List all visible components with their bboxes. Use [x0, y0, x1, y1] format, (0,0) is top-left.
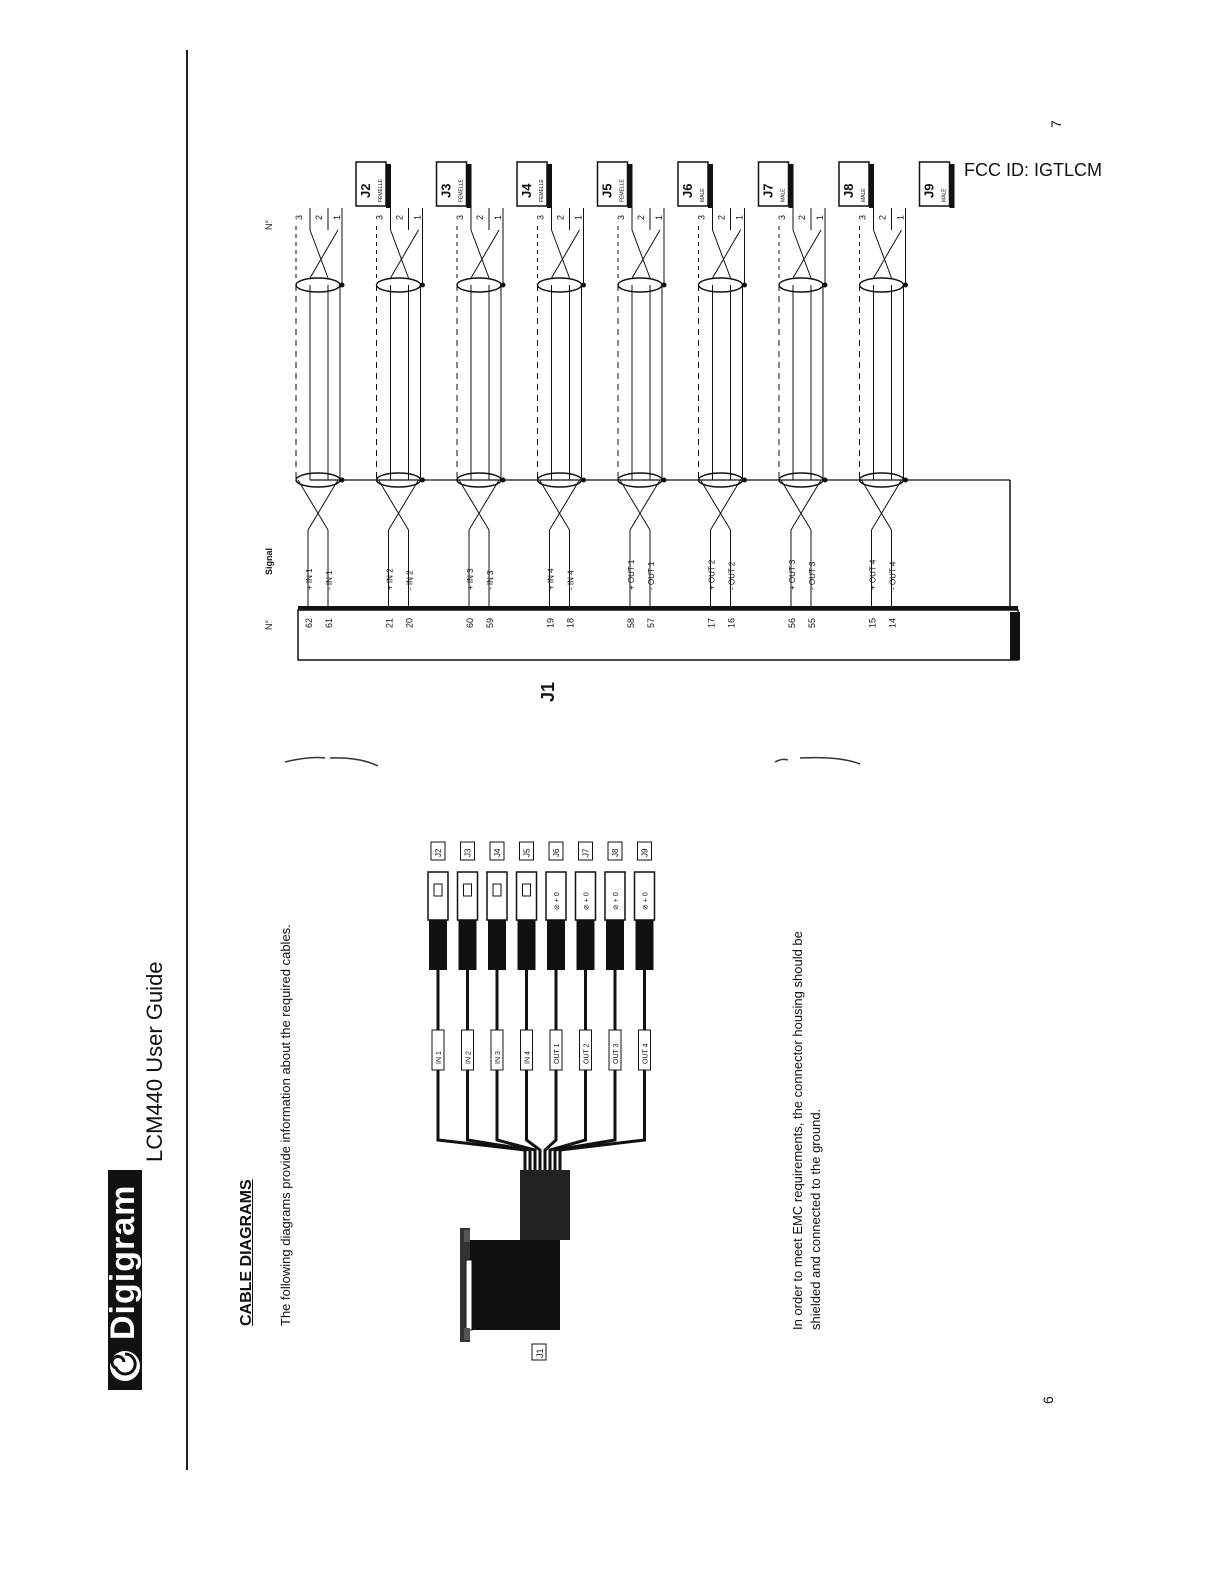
xlr-connector-label: J3 — [438, 183, 454, 198]
xlr-pin-number: 2 — [555, 214, 566, 220]
pin-number: 62 — [304, 617, 314, 628]
xlr-pin-number: 3 — [616, 214, 626, 220]
xlr-socket — [464, 884, 472, 896]
page-number-right: 7 — [1048, 120, 1064, 128]
xlr-boot — [547, 920, 565, 970]
signal-label: + IN 4 — [546, 568, 556, 590]
d-sub-screw — [464, 1328, 470, 1340]
shield-end — [618, 278, 662, 292]
d-sub-screw — [464, 1230, 470, 1242]
xlr-box-shadow — [708, 164, 713, 208]
sleeve-label: OUT 3 — [613, 1043, 620, 1064]
connector-tag-label: J2 — [434, 848, 443, 857]
signal-label: + IN 3 — [466, 568, 475, 590]
xlr-pin-number: 2 — [314, 214, 324, 220]
connector-tag-label: J3 — [463, 848, 473, 857]
column-header-signal: Signal — [264, 547, 274, 575]
pin-number: 17 — [706, 617, 717, 628]
connector-tag-label: J4 — [493, 848, 502, 857]
xlr-box-shadow — [386, 164, 391, 208]
ground-joint — [903, 478, 908, 483]
cable-bundle — [520, 1170, 570, 1240]
xlr-pin-symbol: ⊘ + 0 — [554, 892, 561, 910]
xlr-pin-number: 1 — [573, 214, 584, 220]
xlr-gender-label: MALE — [700, 188, 706, 202]
twist-upper — [713, 230, 741, 278]
signal-label: - OUT 1 — [647, 561, 656, 590]
xlr-gender-label: FEMELLE — [458, 179, 465, 202]
ground-joint — [742, 478, 747, 483]
ground-joint — [420, 478, 425, 483]
shield-end — [860, 278, 904, 292]
cable-harness-drawing — [420, 840, 680, 1380]
emc-note-line-1: In order to meet EMC requirements, the connector housing should be — [790, 931, 805, 1330]
xlr-pin-number: 3 — [535, 214, 546, 220]
connector-tag-label: J6 — [552, 848, 561, 857]
connector-tag-label: J9 — [640, 848, 650, 857]
pin-number: 21 — [384, 617, 395, 628]
xlr-pin-number: 1 — [815, 214, 825, 220]
signal-label: - OUT 2 — [727, 561, 737, 590]
xlr-connector-label: J4 — [519, 183, 534, 198]
xlr-pin-number: 1 — [493, 214, 503, 220]
pin-number: 16 — [726, 617, 737, 628]
signal-label: + IN 1 — [305, 568, 314, 590]
xlr-pin-symbol: ⊘ + 0 — [583, 892, 591, 910]
pin-number: 18 — [565, 617, 576, 628]
signal-label: - OUT 3 — [808, 561, 817, 590]
sleeve-label: OUT 1 — [554, 1043, 561, 1064]
xlr-boot — [459, 920, 477, 970]
xlr-box-shadow — [467, 164, 472, 208]
j1-label: J1 — [538, 681, 558, 702]
signal-label: - IN 3 — [486, 570, 495, 590]
twist-upper — [552, 230, 580, 278]
pin-number: 60 — [465, 617, 475, 628]
xlr-pin-number: 3 — [374, 214, 385, 220]
twist-upper — [310, 230, 338, 278]
pin-number: 20 — [404, 617, 415, 628]
xlr-gender-label: FEMELLE — [619, 179, 626, 202]
xlr-connector-label: J7 — [760, 183, 776, 198]
xlr-socket — [493, 884, 501, 896]
xlr-pin-number: 1 — [412, 214, 423, 220]
xlr-pin-number: 2 — [475, 214, 485, 220]
shield-end — [779, 278, 823, 292]
section-title: CABLE DIAGRAMS — [238, 1179, 255, 1326]
cable-leg — [560, 970, 645, 1170]
twist-upper — [391, 230, 419, 278]
xlr-gender-label: MALE — [780, 188, 787, 202]
xlr-pin-number: 2 — [797, 214, 807, 220]
sleeve-label: IN 1 — [436, 1051, 443, 1064]
fcc-id: FCC ID: IGTLCM — [964, 160, 1102, 180]
ground-joint — [501, 478, 506, 483]
xlr-boot — [577, 920, 595, 970]
xlr-socket — [434, 884, 442, 896]
column-header-pin: N° — [264, 619, 274, 630]
xlr-pin-number: 1 — [332, 214, 342, 220]
sleeve-label: OUT 2 — [583, 1043, 591, 1064]
xlr-connector-label: J6 — [680, 183, 695, 198]
signal-label: + OUT 4 — [868, 559, 878, 590]
xlr-gender-label: MALE — [941, 188, 948, 202]
xlr-boot — [636, 920, 654, 970]
sleeve-label: OUT 4 — [642, 1043, 650, 1064]
xlr-boot — [429, 920, 447, 970]
signal-label: - IN 1 — [325, 570, 334, 590]
scan-marks-2 — [770, 752, 890, 782]
document-title: LCM440 User Guide — [142, 961, 167, 1162]
shield-end — [457, 278, 501, 292]
xlr-boot — [518, 920, 536, 970]
column-header-xlr-pin: N° — [264, 219, 274, 230]
pin-number: 56 — [787, 617, 797, 628]
j1-block-shadow — [1010, 612, 1020, 660]
pin-number: 15 — [867, 617, 878, 628]
ground-joint — [662, 478, 667, 483]
signal-label: - IN 2 — [405, 570, 415, 590]
twist-upper — [793, 230, 821, 278]
xlr-pin-number: 2 — [394, 214, 405, 220]
d-sub-body — [470, 1240, 560, 1330]
xlr-pin-number: 1 — [654, 214, 664, 220]
sleeve-label: IN 3 — [495, 1051, 502, 1064]
j1-connector-block — [298, 610, 1018, 660]
xlr-socket — [523, 884, 531, 896]
shield-end — [699, 278, 743, 292]
xlr-pin-number: 3 — [294, 214, 304, 220]
pin-number: 59 — [485, 617, 495, 628]
xlr-box-shadow — [547, 164, 552, 208]
d-sub-pins — [466, 1260, 472, 1330]
xlr-pin-number: 2 — [636, 214, 646, 220]
twist-upper — [471, 230, 499, 278]
emc-note-line-2: shielded and connected to the ground. — [808, 1108, 823, 1330]
xlr-box-shadow — [628, 164, 633, 208]
pin-number: 58 — [626, 617, 636, 628]
signal-label: + OUT 1 — [627, 559, 636, 590]
pin-number: 19 — [545, 617, 556, 628]
intro-text: The following diagrams provide information about the required cables. — [278, 924, 293, 1326]
xlr-pin-number: 1 — [895, 214, 906, 220]
xlr-connector-label: J9 — [921, 183, 937, 198]
xlr-connector-label: J5 — [599, 183, 615, 198]
ground-joint — [823, 478, 828, 483]
xlr-box-shadow — [789, 164, 794, 208]
margin-rule — [186, 50, 188, 1470]
twist-upper — [874, 230, 902, 278]
xlr-pin-number: 3 — [455, 214, 465, 220]
xlr-pin-symbol: ⊘ + 0 — [613, 892, 620, 910]
sleeve-label: IN 4 — [524, 1051, 532, 1064]
ground-joint — [581, 478, 586, 483]
xlr-pin-number: 1 — [734, 214, 745, 220]
xlr-pin-number: 3 — [696, 214, 707, 220]
xlr-connector-label: J8 — [841, 183, 856, 198]
xlr-gender-label: MALE — [861, 188, 867, 202]
xlr-box-shadow — [950, 164, 955, 208]
xlr-pin-number: 2 — [716, 214, 727, 220]
xlr-gender-label: FEMELLE — [539, 179, 545, 202]
xlr-pin-number: 3 — [857, 214, 868, 220]
connector-tag-j1-label: J1 — [535, 1348, 545, 1358]
shield-end — [377, 278, 421, 292]
sleeve-label: IN 2 — [465, 1051, 473, 1064]
connector-tag-label: J7 — [581, 848, 591, 857]
signal-label: + OUT 2 — [707, 559, 717, 590]
xlr-pin-number: 3 — [777, 214, 787, 220]
xlr-boot — [488, 920, 506, 970]
shield-end — [296, 278, 340, 292]
signal-label: - IN 4 — [566, 570, 576, 590]
xlr-connector-label: J2 — [358, 183, 373, 198]
xlr-box-shadow — [869, 164, 874, 208]
signal-label: - OUT 4 — [888, 561, 898, 590]
xlr-pin-symbol: ⊘ + 0 — [642, 892, 650, 910]
pin-number: 57 — [646, 617, 656, 628]
signal-label: + IN 2 — [385, 568, 395, 590]
wiring-schematic — [250, 150, 1030, 710]
xlr-boot — [606, 920, 624, 970]
ground-joint — [340, 478, 345, 483]
connector-tag-label: J8 — [611, 848, 620, 857]
signal-label: + OUT 3 — [788, 559, 797, 590]
pin-number: 61 — [324, 617, 334, 628]
page-number-left: 6 — [1040, 1396, 1056, 1404]
twist-upper — [632, 230, 660, 278]
pin-number: 55 — [807, 617, 817, 628]
xlr-pin-number: 2 — [877, 214, 888, 220]
connector-tag-label: J5 — [522, 848, 532, 857]
brand-name: Digigram — [104, 1184, 142, 1340]
pin-number: 14 — [887, 617, 898, 628]
shield-end — [538, 278, 582, 292]
cable-leg — [438, 970, 525, 1170]
xlr-gender-label: FEMELLE — [378, 179, 384, 202]
scan-marks — [280, 752, 400, 782]
